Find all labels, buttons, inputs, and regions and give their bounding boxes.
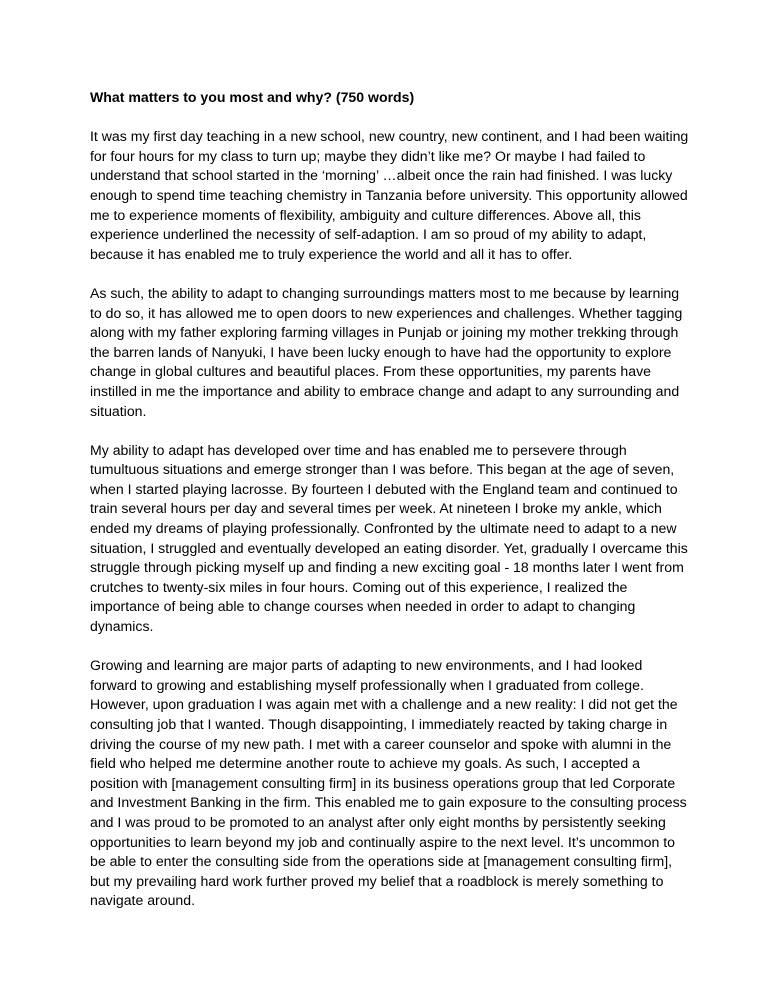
- essay-page: [90, 88, 690, 931]
- essay-title: What matters to you most and why? (750 words): [90, 89, 415, 105]
- essay-paragraph-3: My ability to adapt has developed over time and has enabled me to persevere through tumultuous situations and emerge stronger than I was before. This began at the age of seven, when I started playing lacrosse. By fourteen I debuted with the England team and continued to train several hours per day and several times per week. At nineteen I broke my ankle, which ended my dreams of playing professionally. Confronted by the ultimate need to adapt to a new situation, I struggled and eventually developed an eating disorder. Yet, gradually I overcame this struggle through picking myself up and finding a new exciting goal - 18 months later I went from crutches to twenty-six miles in four hours. Coming out of this experience, I realized the importance of being able to change courses when needed in order to adapt to changing dynamics.: [90, 441, 688, 635]
- essay-paragraph-2: As such, the ability to adapt to changing surroundings matters most to me because by learning to do so, it has allowed me to open doors to new experiences and challenges. Whether tagging along with my father exploring farming villages in Punjab or joining my mother trekking through the barren lands of Nanyuki, I have been lucky enough to have had the opportunity to explore change in global cultures and beautiful places. From these opportunities, my parents have instilled in me the importance and ability to embrace change and adapt to any surrounding and situation.: [90, 284, 683, 419]
- essay-paragraph-1: It was my first day teaching in a new school, new country, new continent, and I had been waiting for four hours for my class to turn up; maybe they didn’t like me? Or maybe I had failed to understand that school started in the ‘morning’ …albeit once the rain had finished. I was lucky enough to spend time teaching chemistry in Tanzania before university. This opportunity allowed me to experience moments of flexibility, ambiguity and culture differences. Above all, this experience underlined the necessity of self-adaption. I am so proud of my ability to adapt, because it has enabled me to truly experience the world and all it has to offer.: [90, 128, 689, 262]
- essay-paragraph-4: Growing and learning are major parts of adapting to new environments, and I had looked forward to growing and establishing myself professionally when I graduated from college. However, upon graduation I was again met with a challenge and a new reality: I did not get the consulting job that I wanted. Though disappointing, I immediately reacted by taking charge in driving the course of my new path. I met with a career counselor and spoke with alumni in the field who helped me determine another route to achieve my goals. As such, I accepted a position with [management consulting firm] in its business operations group that led Corporate and Investment Banking in the firm. This enabled me to gain exposure to the consulting process and I was proud to be promoted to an analyst after only eight months by persistently seeking opportunities to learn beyond my job and continually aspire to the next level. It’s uncommon to be able to enter the consulting side from the operations side at [management consulting firm], but my prevailing hard work further proved my belief that a roadblock is merely something to navigate around.: [90, 657, 687, 909]
